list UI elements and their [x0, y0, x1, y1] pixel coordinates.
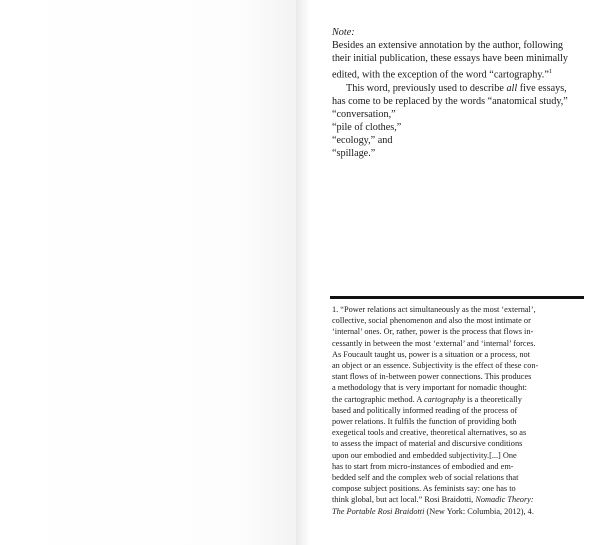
book-title: The Portable Rosi Braidotti [332, 506, 425, 516]
footnote-line: 1. “Power relations act simultaneously as the most ‘external’, [332, 305, 536, 314]
footnote-line: cessantly in between the most ‘external’ and ‘internal’ forces. [332, 338, 536, 348]
emphasis-word: cartography [423, 394, 465, 404]
note-line: their initial publication, these essays have been minimally [332, 53, 568, 65]
note-line [332, 82, 582, 95]
footnote-line: bedded self and the complex web of social relations that [332, 473, 519, 483]
note-line: “ecology,” and [332, 135, 393, 147]
note-line: “conversation,” [332, 108, 396, 120]
editorial-note [332, 26, 582, 160]
footnote-line: power relations. It fulfils the function of providing both [332, 417, 517, 427]
footnote-line: based and politically informed reading of the process of [332, 405, 518, 415]
note-heading: Note: [332, 27, 355, 38]
note-line [332, 65, 582, 81]
footnote-line: As Foucault taught us, power is a situation or a process, not [332, 349, 530, 359]
footnote-line-text: (New York: Columbia, 2012), 4. [424, 506, 534, 516]
footnote-line: stant flows of in-between power connections. This produces [332, 372, 532, 382]
note-line-text: edited, with the exception of the word “cartography.” [332, 69, 549, 81]
footnote [330, 296, 584, 517]
footnote-line: upon our embodied and embedded subjectivity.[...] One [332, 450, 517, 460]
left-blank-page [0, 0, 297, 545]
footnote-line [332, 494, 584, 505]
footnote-line: ‘internal’ ones. Or, rather, power is the process that flows in- [332, 327, 534, 337]
emphasis-word: all [506, 82, 518, 94]
note-line-text: five essays, [517, 82, 567, 94]
footnote-line: to assess the impact of material and discursive conditions [332, 439, 523, 449]
footnote-rule [330, 296, 584, 299]
footnote-line [332, 394, 584, 405]
note-line: has come to be replaced by the words “anatomical study,” [332, 95, 568, 107]
footnote-reference-marker: 1 [548, 68, 553, 76]
book-title: Nomadic Theory: [475, 495, 534, 505]
footnote-text [330, 304, 584, 517]
footnote-line: an object or an essence. Subjectivity is the effect of these con- [332, 361, 539, 371]
note-line: Besides an extensive annotation by the author, following [332, 40, 564, 52]
footnote-line: has to start from micro-instances of embodied and em- [332, 461, 514, 471]
footnote-line: compose subject positions. As feminists say: one has to [332, 484, 516, 494]
footnote-line-text: is a theoretically [464, 394, 522, 404]
footnote-line [332, 506, 584, 517]
footnote-line-text: think global, but act local.” Rosi Braidotti, [332, 495, 476, 505]
footnote-line: a methodology that is very important for nomadic thought: [332, 383, 527, 393]
note-line-text: This word, previously used to describe [346, 82, 507, 94]
footnote-line-text: the cartographic method. A [332, 394, 424, 404]
footnote-line: exegetical tools and creative, theoretical alternatives, so as [332, 428, 527, 438]
footnote-line: collective, social phenomenon and also the most intimate or [332, 316, 531, 326]
note-line: “pile of clothes,” [332, 122, 402, 134]
note-line: “spillage.” [332, 148, 376, 160]
